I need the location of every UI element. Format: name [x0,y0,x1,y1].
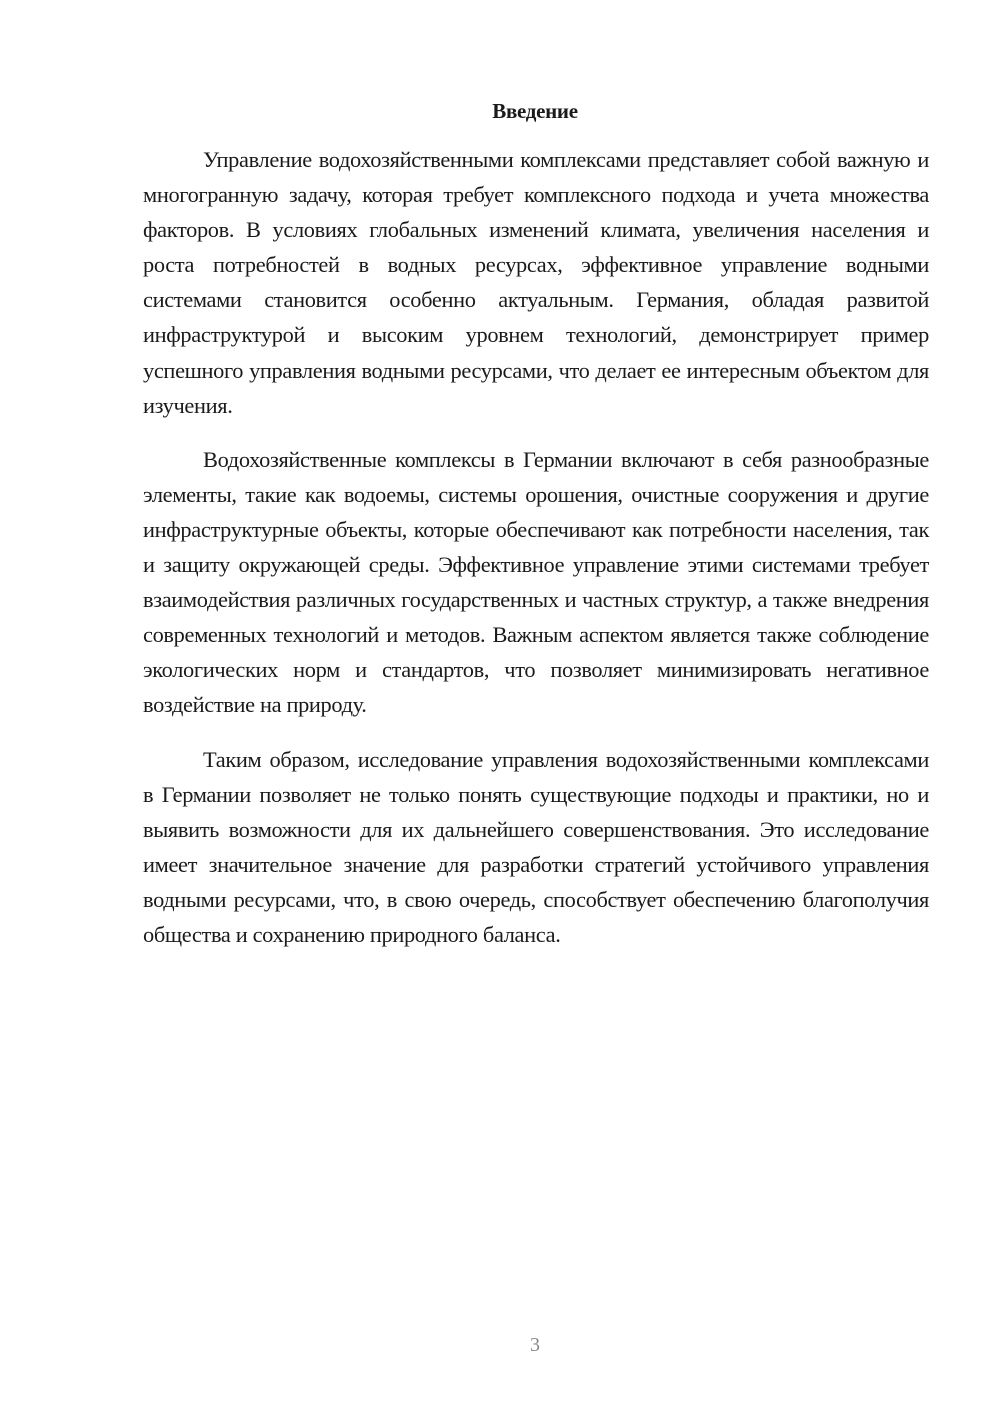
paragraph-1: Управление водохозяйственными комплексами представляет собой важную и многогранную задачу, которая требует комплексного подхода и учета множества факторов. В условиях глобальных изменений климата, увеличения населения и роста потребностей в водных ресурсах, эффективное управление водными системами становится особенно актуальным. Германия, обладая развитой инфраструктурой и высоким уровнем технологий, демонстрирует пример успешного управления водными ресурсами, что делает ее интересным объектом для изучения. [143,147,929,418]
document-body [143,142,929,972]
paragraph-2: Водохозяйственные комплексы в Германии включают в себя разнообразные элементы, такие как водоемы, системы орошения, очистные сооружения и другие инфраструктурные объекты, которые обеспечивают как потребности населения, так и защиту окружающей среды. Эффективное управление этими системами требует взаимодействия различных государственных и частных структур, а также внедрения современных технологий и методов. Важным аспектом является также соблюдение экологических норм и стандартов, что позволяет минимизировать негативное воздействие на природу. [143,446,929,718]
paragraph-3: Таким образом, исследование управления водохозяйственными комплексами в Германии позволяет не только понять существующие подходы и практики, но и выявить возможности для их дальнейшего совершенствования. Это исследование имеет значительное значение для разработки стратегий устойчивого управления водными ресурсами, что, в свою очередь, способствует обеспечению благополучия общества и сохранению природного баланса. [143,746,929,947]
page-number: 3 [530,1334,540,1356]
section-heading: Введение [492,99,578,123]
